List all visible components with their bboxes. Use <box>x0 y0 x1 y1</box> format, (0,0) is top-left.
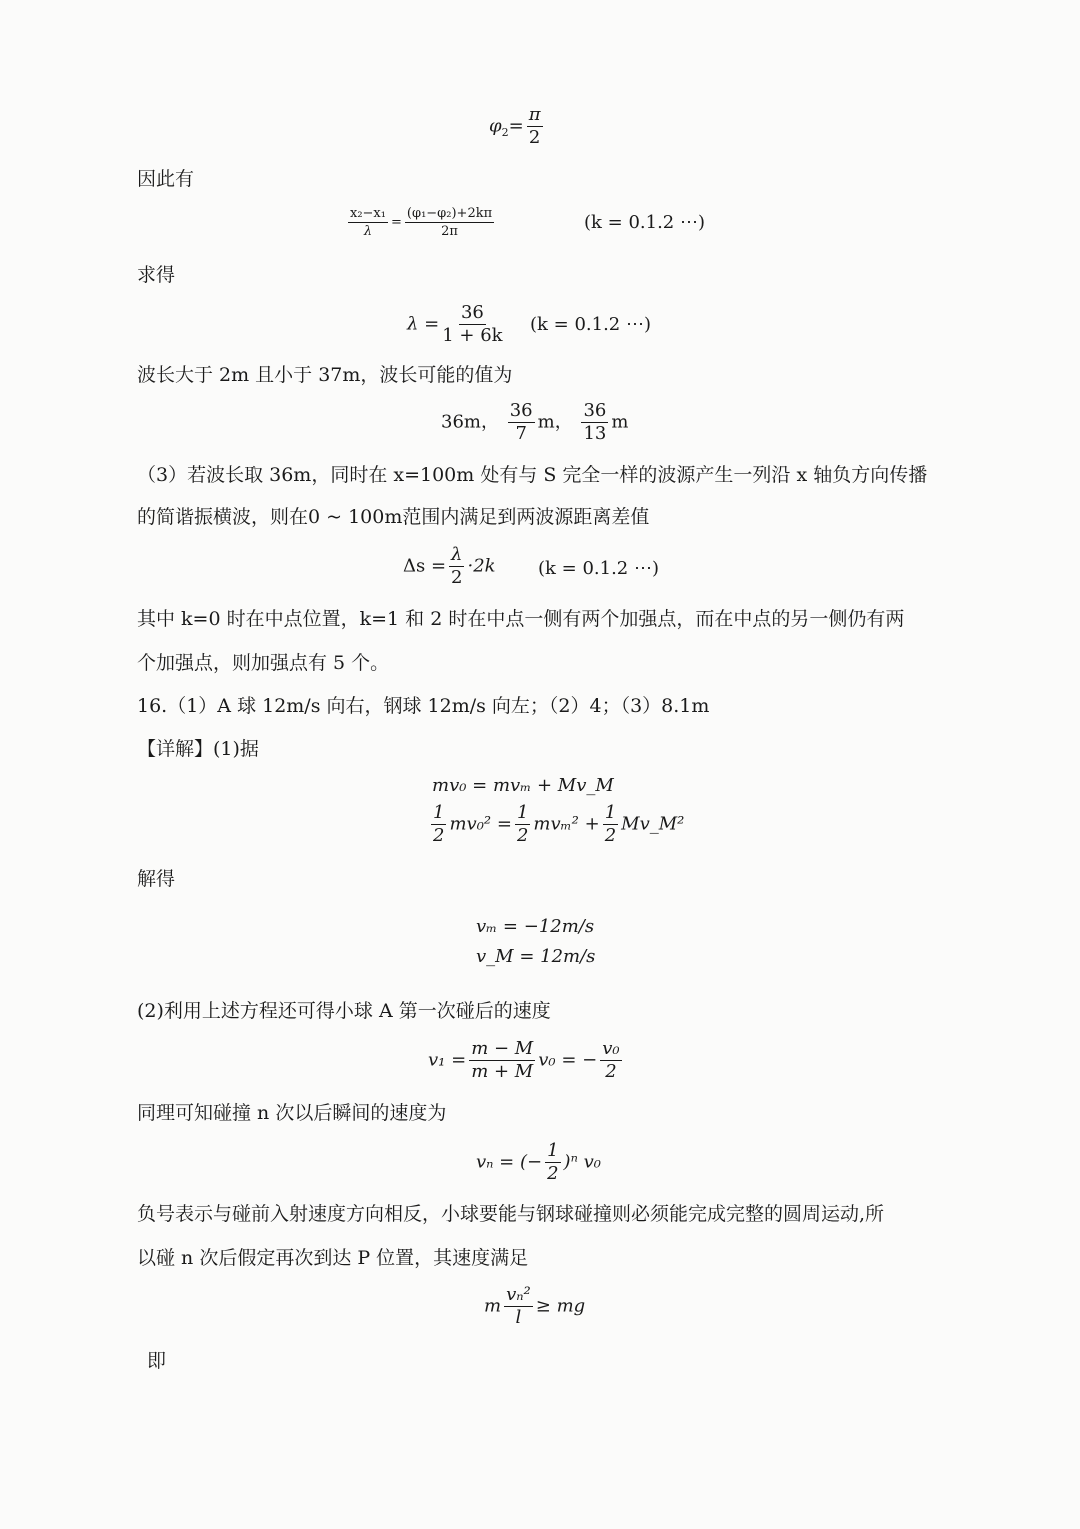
eq-ds-num: λ <box>451 544 463 565</box>
eq-path-difference <box>403 546 496 587</box>
eq-en-b: mvₘ² + <box>533 813 600 835</box>
eq-val-c-den: 13 <box>583 423 607 444</box>
eq-v1-left: v₁ = <box>428 1049 467 1071</box>
eq-v1-mid: v₀ = − <box>538 1049 598 1071</box>
eq-phi2 <box>489 106 546 147</box>
eq-circular <box>484 1286 585 1327</box>
text-line-7: 个加强点，则加强点有 5 个。 <box>137 652 390 674</box>
eq-val-c-num: 36 <box>583 400 607 421</box>
eq-v1 <box>428 1040 625 1081</box>
eq-phi2-sub: 2 <box>501 126 509 140</box>
eq-phase-k-range: (k = 0.1.2 ⋯) <box>584 212 705 233</box>
eq-circ-den: l <box>515 1307 522 1328</box>
eq-val-a: 36m， <box>441 411 499 433</box>
eq-phase-rden: 2π <box>441 224 458 239</box>
eq-v1-rden: 2 <box>605 1061 617 1082</box>
eq-phase-lnum: x₂−x₁ <box>350 206 386 221</box>
eq-en-half-1-num: 1 <box>433 802 445 823</box>
text-line-13: 负号表示与碰前入射速度方向相反，小球要能与钢球碰撞则必须能完成完整的圆周运动,所 <box>137 1203 885 1225</box>
eq-vn-right: )ⁿ v₀ <box>563 1151 601 1173</box>
eq-phi2-den: 2 <box>528 127 541 148</box>
text-line-14: 以碰 n 次后假定再次到达 P 位置，其速度满足 <box>137 1247 529 1269</box>
eq-v1-num: m − M <box>471 1038 534 1059</box>
eq-momentum: mv₀ = mvₘ + Mv_M <box>432 775 614 796</box>
eq-val-b-den: 7 <box>515 423 527 444</box>
eq-v1-den: m + M <box>471 1061 534 1082</box>
text-line-2: 求得 <box>137 264 176 286</box>
text-line-8: 16.（1）A 球 12m/s 向右，钢球 12m/s 向左；（2）4；（3）8.1m <box>137 695 710 717</box>
eq-phi2-equals: = <box>508 115 524 137</box>
eq-phase-equals: = <box>390 215 402 230</box>
eq-phi2-symbol: φ <box>489 115 502 137</box>
eq-en-half-2-den: 2 <box>516 825 529 846</box>
eq-ds-k-range: (k = 0.1.2 ⋯) <box>538 558 659 579</box>
eq-ds-left: Δs = <box>403 555 447 577</box>
text-line-12: 同理可知碰撞 n 次以后瞬间的速度为 <box>137 1102 447 1124</box>
text-line-15: 即 <box>147 1350 167 1372</box>
eq-lambda-left: λ = <box>407 313 440 335</box>
text-line-1: 因此有 <box>137 168 195 190</box>
eq-en-c: Mv_M² <box>621 813 685 835</box>
eq-circ-num: vₙ² <box>506 1284 531 1305</box>
eq-en-half-2-num: 1 <box>516 802 529 823</box>
eq-en-half-3-num: 1 <box>604 802 617 823</box>
eq-vM: v_M = 12m/s <box>476 946 596 967</box>
eq-phi2-num: π <box>528 104 541 125</box>
eq-circ-right: ≥ mg <box>535 1295 586 1317</box>
eq-lambda <box>407 304 506 345</box>
eq-phase-rnum: (φ₁−φ₂)+2kπ <box>406 206 493 221</box>
eq-vn-left: vₙ = (− <box>476 1151 543 1173</box>
text-line-3: 波长大于 2m 且小于 37m，波长可能的值为 <box>137 364 513 386</box>
eq-lambda-num: 36 <box>460 302 484 323</box>
eq-vn-num: 1 <box>547 1140 559 1161</box>
eq-wavelength-values <box>441 402 628 443</box>
eq-en-half-3-den: 2 <box>604 825 617 846</box>
eq-en-a: mv₀² = <box>449 813 512 835</box>
eq-en-half-1-den: 2 <box>433 825 445 846</box>
eq-val-b-num: 36 <box>509 400 533 421</box>
text-line-11: (2)利用上述方程还可得小球 A 第一次碰后的速度 <box>137 1000 551 1022</box>
eq-v1-rnum: v₀ <box>602 1038 620 1059</box>
eq-phase-lden: λ <box>363 224 373 239</box>
eq-energy <box>428 804 684 845</box>
text-line-5: 的简谐振横波，则在0 ~ 100m范围内满足到两波源距离差值 <box>137 506 650 528</box>
eq-ds-den: 2 <box>451 567 463 588</box>
eq-val-c-unit: m <box>611 411 629 433</box>
eq-vn <box>476 1142 601 1183</box>
eq-circ-m: m <box>484 1295 502 1317</box>
eq-vm: vₘ = −12m/s <box>476 916 595 937</box>
text-line-6: 其中 k=0 时在中点位置，k=1 和 2 时在中点一侧有两个加强点，而在中点的另一侧仍有两 <box>137 608 905 630</box>
eq-phase-relation <box>345 207 497 238</box>
text-line-10: 解得 <box>137 868 176 890</box>
text-line-4: （3）若波长取 36m，同时在 x=100m 处有与 S 完全一样的波源产生一列沿 x 轴负方向传播 <box>137 464 928 486</box>
eq-vn-den: 2 <box>547 1163 559 1184</box>
eq-ds-right: ·2k <box>467 555 496 577</box>
eq-lambda-den: 1 + 6k <box>442 325 503 346</box>
eq-lambda-k-range: (k = 0.1.2 ⋯) <box>530 314 651 335</box>
text-line-9: 【详解】(1)据 <box>137 738 259 760</box>
eq-val-b-unit: m， <box>537 411 573 433</box>
